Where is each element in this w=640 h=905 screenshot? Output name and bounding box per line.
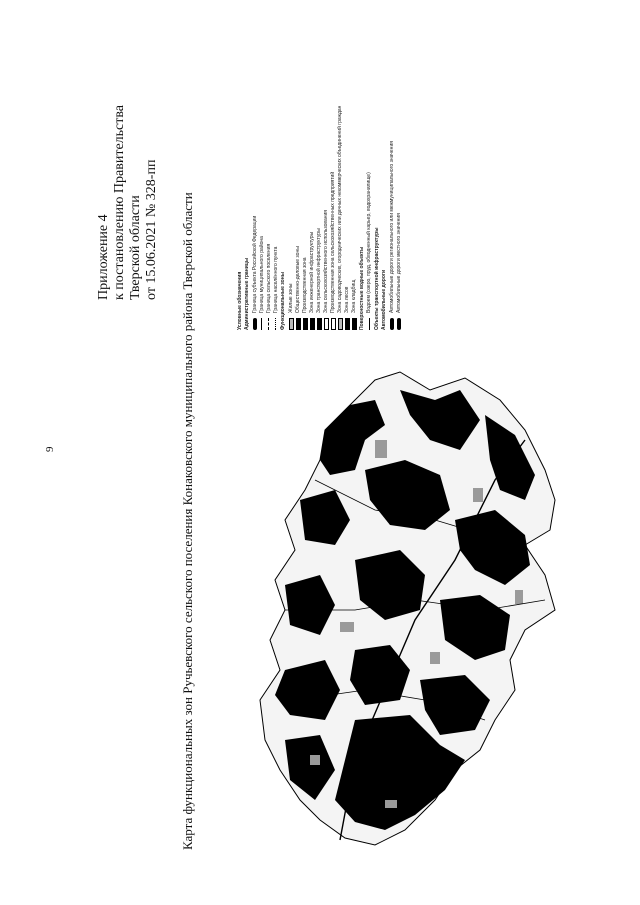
legend-item [258,30,265,330]
legend-label: Граница сельского поселения [265,243,272,313]
legend-label: Зона инженерной инфраструктуры [309,231,315,313]
legend-label: Граница населённого пункта [272,246,279,313]
legend-transport-heading: Объекты транспортной инфраструктуры [373,227,380,330]
legend-label: Граница субъекта Российской Федерации [251,215,258,313]
legend-item [366,30,373,330]
appendix-line-2: к постановлению Правительства [112,104,127,300]
functional-zones-map [225,360,585,850]
legend-title: Условные обозначения [237,271,243,330]
legend-swatch [289,318,294,330]
legend-swatch [261,318,262,330]
legend-label: Зона садоводческих, огороднических или дачных некоммерческих объединений граждан [337,105,343,313]
legend-item [302,30,309,330]
legend-swatch [390,318,394,330]
legend-label: Производственная зона [302,257,308,313]
legend-swatch [303,318,308,330]
legend-label: Жилые зоны [288,283,294,313]
legend-item [309,30,316,330]
residential-zone [515,590,523,604]
legend-label: Зона кладбищ [351,279,357,313]
legend-zones-heading: Функциональные зоны [280,272,287,330]
legend-swatch [268,318,269,330]
legend-label: Производственная зона сельскохозяйственных предприятий [330,171,336,313]
residential-zone [473,488,483,502]
appendix-line-3: Тверской области [128,195,143,300]
legend-swatch [345,318,350,330]
legend-swatch [253,318,257,330]
legend-swatch [331,318,336,330]
map-drawing [225,360,585,850]
legend-swatch [397,318,401,330]
legend-item [337,30,344,330]
legend-label: Граница муниципального района [258,236,265,313]
legend-swatch [275,318,276,330]
appendix-header [96,105,160,300]
legend-swatch [324,318,329,330]
map-title: Карта функциональных зон Ручьевского сельского поселения Конаковского муниципального района Тверской области [180,192,195,850]
legend-admin-heading: Административные границы [244,257,251,330]
appendix-line-1: Приложение 4 [96,214,111,300]
residential-zone [385,800,397,808]
residential-zone [430,652,440,664]
legend-item [388,30,395,330]
legend-swatch [317,318,322,330]
legend-item [323,30,330,330]
legend-item [272,30,279,330]
legend-label: Зона транспортной инфраструктуры [316,228,322,313]
legend-swatch [310,318,315,330]
legend-label: Зона лесов [344,286,350,313]
legend-label: Автомобильные дороги местного значения [395,213,402,313]
legend-item [395,30,402,330]
page-number: 9 [44,446,56,452]
legend-item [288,30,295,330]
legend-label: Зона сельскохозяйственного использования [323,209,329,313]
legend-label: Автомобильные дороги регионального или межмуниципального значения [388,141,395,313]
legend-item [330,30,337,330]
legend-swatch [352,318,357,330]
appendix-line-4: от 15.06.2021 № 328-пп [144,159,159,300]
legend-label: Водоем (озеро, пруд, обводненный карьер, водохранилище) [366,172,373,313]
legend-swatch [369,318,370,330]
residential-zone [375,440,387,458]
legend-swatch [296,318,301,330]
legend-item [316,30,323,330]
legend-item [344,30,351,330]
legend-item [351,30,358,330]
map-legend [236,30,402,330]
legend-label: Общественно-деловые зоны [295,246,301,313]
legend-item [295,30,302,330]
legend-transport-subheading: Автомобильные дороги [381,269,388,330]
legend-water-heading: Поверхностные водные объекты [358,246,365,330]
legend-item [265,30,272,330]
residential-zone [310,755,320,765]
legend-swatch [338,318,343,330]
legend-item [251,30,258,330]
residential-zone [340,622,354,632]
